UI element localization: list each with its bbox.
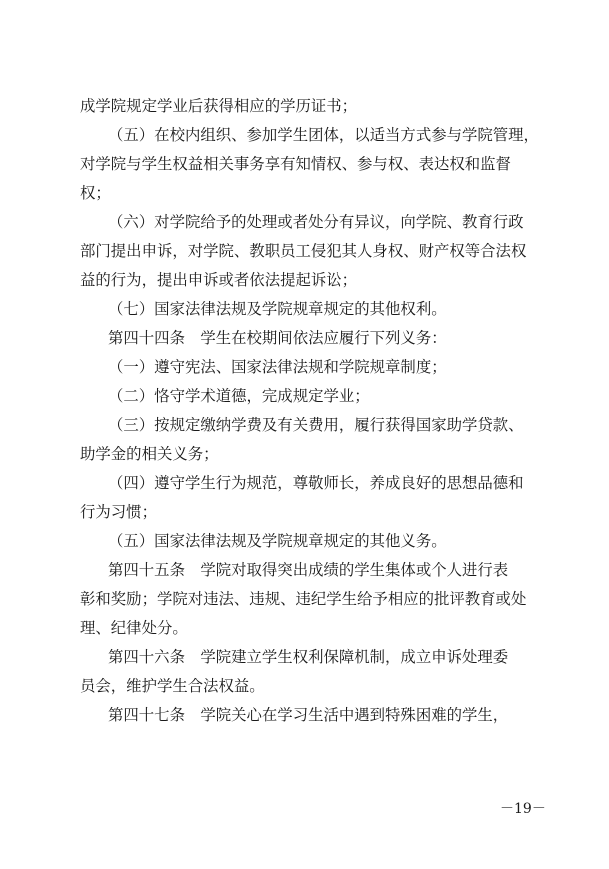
text-line: 助学金的相关义务； xyxy=(80,445,219,463)
text-line: （一）遵守宪法、国家法律法规和学院规章制度； xyxy=(108,358,447,376)
text-line: 部门提出申诉，对学院、教职员工侵犯其人身权、财产权等合法权 xyxy=(80,242,527,260)
text-line: 理、纪律处分。 xyxy=(80,619,188,637)
text-line: 员会，维护学生合法权益。 xyxy=(80,677,265,695)
text-line: 权； xyxy=(80,184,111,202)
text-line: 益的行为，提出申诉或者依法提起诉讼； xyxy=(80,271,358,289)
article-heading-line: 第四十七条 学院关心在学习生活中遇到特殊困难的学生， xyxy=(108,706,509,724)
text-line: （五）国家法律法规及学院规章规定的其他义务。 xyxy=(108,532,447,550)
article-heading-line: 第四十六条 学院建立学生权利保障机制，成立申诉处理委 xyxy=(108,648,509,666)
text-line: （六）对学院给予的处理或者处分有异议，向学院、教育行政 xyxy=(108,213,524,231)
article-heading-line: 第四十五条 学院对取得突出成绩的学生集体或个人进行表 xyxy=(108,561,509,579)
text-line: （四）遵守学生行为规范，尊敬师长，养成良好的思想品德和 xyxy=(108,474,524,492)
text-line: （五）在校内组织、参加学生团体，以适当方式参与学院管理， xyxy=(108,126,539,144)
text-line: 行为习惯； xyxy=(80,503,157,521)
text-line: （七）国家法律法规及学院规章规定的其他权利。 xyxy=(108,300,447,318)
text-line: 对学院与学生权益相关事务享有知情权、参与权、表达权和监督 xyxy=(80,155,511,173)
text-line: （二）恪守学术道德，完成规定学业； xyxy=(108,387,370,405)
text-line: （三）按规定缴纳学费及有关费用，履行获得国家助学贷款、 xyxy=(108,416,524,434)
text-line: 成学院规定学业后获得相应的学历证书； xyxy=(80,97,358,115)
article-heading-line: 第四十四条 学生在校期间依法应履行下列义务： xyxy=(108,329,447,347)
body-text xyxy=(80,92,542,730)
text-line: 彰和奖励；学院对违法、违规、违纪学生给予相应的批评教育或处 xyxy=(80,590,527,608)
page-number: －19－ xyxy=(500,801,546,817)
